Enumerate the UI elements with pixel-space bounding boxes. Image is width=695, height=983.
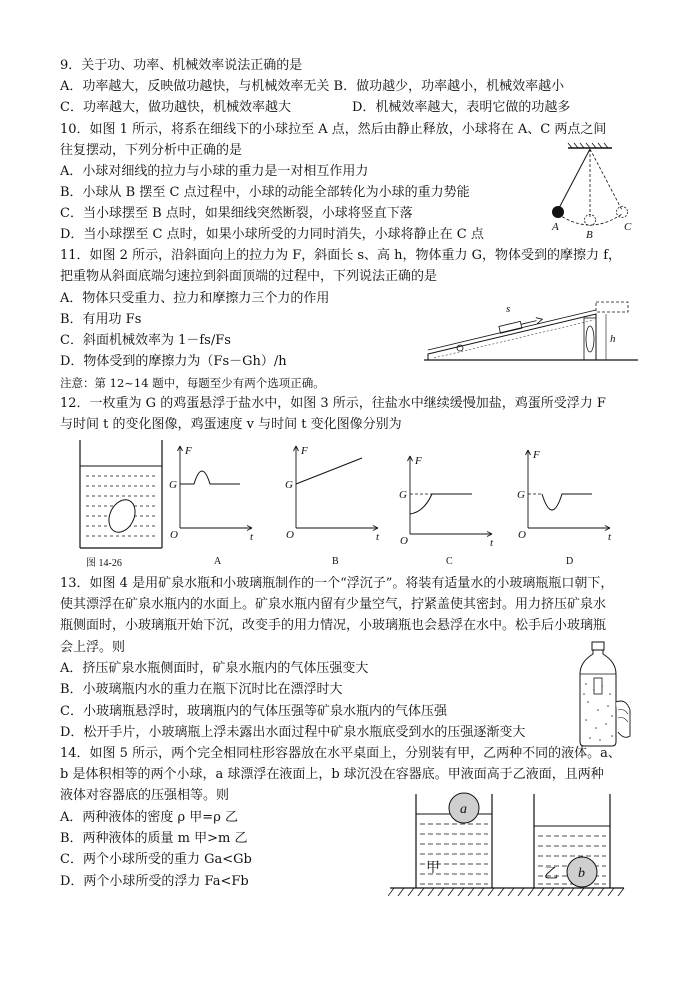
graph-c-y-axis: F — [415, 455, 422, 467]
label-height-h: h — [610, 333, 616, 345]
q11-stem-line1: 11．如图 2 所示，沿斜面向上的拉力为 F，斜面长 s、高 h，物体重力 G，物体受到的摩擦力 f， — [60, 248, 622, 263]
graph-d-y-axis: F — [533, 449, 540, 461]
q13-stem-line2: 使其漂浮在矿泉水瓶内的水面上。矿泉水瓶内留有少量空气，拧紧盖使其密封。用力挤压矿泉水 — [60, 597, 607, 612]
graph-a-option: A — [214, 556, 222, 567]
q11-stem-line2: 把重物从斜面底端匀速拉到斜面顶端的过程中，下列说法正确的是 — [60, 269, 438, 284]
q14-option-a: A．两种液体的密度 ρ 甲=ρ 乙 — [60, 810, 238, 825]
q13-option-d: D．松开手片，小玻璃瓶上浮未露出水面过程中矿泉水瓶底受到水的压强逐渐变大 — [60, 725, 526, 740]
graph-a-origin: O — [170, 529, 178, 541]
graph-a-x-axis: t — [250, 531, 254, 543]
q12-stem-line2: 与时间 t 的变化图像，鸡蛋速度 v 与时间 t 变化图像分别为 — [60, 417, 402, 432]
q10-stem-line2: 往复摆动，下列分析中正确的是 — [60, 143, 243, 158]
q14-option-c: C．两个小球所受的重力 Ga<Gb — [60, 852, 252, 867]
q10-option-b: B．小球从 B 摆至 C 点过程中，小球的动能全部转化为小球的重力势能 — [60, 185, 470, 200]
q9-options-ab: A．功率越大，反映做功越快，与机械效率无关 B．做功越少，功率越小，机械效率越小 — [60, 79, 565, 94]
q13-option-c: C．小玻璃瓶悬浮时，玻璃瓶内的气体压强等矿泉水瓶内的气体压强 — [60, 704, 447, 719]
graph-a — [169, 445, 254, 567]
ball-b-label: b — [578, 866, 585, 881]
egg — [104, 496, 140, 537]
graph-b — [285, 445, 380, 567]
q14-option-d: D．两个小球所受的浮力 Fa<Fb — [60, 874, 249, 889]
liquid-jia-label: 甲 — [426, 861, 440, 876]
q12-stem-line1: 12．一枚重为 G 的鸡蛋悬浮于盐水中，如图 3 所示，往盐水中继续缓慢加盐，鸡蛋所受浮力 F — [60, 396, 606, 411]
q10-option-d: D．当小球摆至 C 点时，如果小球所受的力同时消失，小球将静止在 C 点 — [60, 227, 484, 242]
graph-d-x-axis: t — [608, 531, 612, 543]
graph-d — [517, 449, 612, 567]
container-yi — [534, 794, 610, 888]
q13-stem-line1: 13．如图 4 是用矿泉水瓶和小玻璃瓶制作的一个“浮沉子”。将装有适量水的小玻璃瓶瓶口朝下， — [60, 576, 614, 591]
small-glass-vial — [594, 678, 602, 694]
cartesian-diver-figure — [572, 640, 632, 748]
incline-figure — [420, 298, 640, 368]
graph-b-x-axis: t — [376, 531, 380, 543]
graph-b-g-label: G — [285, 479, 293, 491]
graph-c-origin: O — [400, 535, 408, 547]
q11-option-a: A．物体只受重力、拉力和摩擦力三个力的作用 — [60, 291, 330, 306]
graph-b-option: B — [332, 556, 339, 567]
label-length-s: s — [506, 303, 511, 315]
q13-option-a: A．挤压矿泉水瓶侧面时，矿泉水瓶内的气体压强变大 — [60, 661, 369, 676]
label-point-b: B — [586, 229, 593, 240]
q14-stem-line2: b 是体积相等的两个小球，a 球漂浮在液面上，b 球沉没在容器底。甲液面高于乙液面，且两种 — [60, 767, 604, 782]
q14-stem-line3: 液体对容器底的压强相等。则 — [60, 788, 230, 803]
graph-c-g-label: G — [399, 489, 407, 501]
graph-c-x-axis: t — [490, 537, 494, 549]
label-point-a: A — [552, 221, 559, 233]
graph-c — [399, 455, 494, 567]
q13-option-b: B．小玻璃瓶内水的重力在瓶下沉时比在漂浮时大 — [60, 682, 343, 697]
q13-stem-line4: 会上浮。则 — [60, 640, 126, 655]
q13-stem-line3: 瓶侧面时，小玻璃瓶开始下沉，改变手的用力情况，小玻璃瓶也会悬浮在水中。松手后小玻璃瓶 — [60, 618, 607, 633]
multi-answer-note: 注意：第 12~14 题中，每题至少有两个选项正确。 — [60, 376, 325, 390]
q11-option-c: C．斜面机械效率为 1－fs/Fs — [60, 333, 231, 348]
graph-d-g-label: G — [517, 489, 525, 501]
graph-d-option: D — [566, 556, 574, 567]
pendulum-figure — [540, 140, 640, 240]
container-jia — [416, 793, 492, 888]
graph-a-g-label: G — [169, 479, 177, 491]
graph-a-y-axis: F — [185, 445, 192, 457]
ball-a-label: a — [460, 802, 467, 817]
q14-option-b: B．两种液体的质量 m 甲>m 乙 — [60, 831, 248, 846]
label-point-c: C — [624, 221, 632, 233]
hand-squeezing — [616, 701, 630, 737]
q10-stem-line1: 10．如图 1 所示，将系在细线下的小球拉至 A 点，然后由静止释放，小球将在 A、C 两点之间 — [60, 122, 607, 137]
q10-option-a: A．小球对细线的拉力与小球的重力是一对相互作用力 — [60, 164, 369, 179]
q11-option-b: B．有用功 Fs — [60, 312, 142, 327]
q9-option-c: C．功率越大，做功越快，机械效率越大 — [60, 100, 291, 115]
q14-stem-line1: 14．如图 5 所示，两个完全相同柱形容器放在水平桌面上，分别装有甲，乙两种不同的液体。a、 — [60, 746, 621, 761]
q9-option-d: D．机械效率越大，表明它做的功越多 — [352, 100, 571, 115]
salt-water-beaker — [80, 440, 162, 548]
q9-stem: 9．关于功、功率、机械效率说法正确的是 — [60, 58, 303, 73]
pendulum-ball — [552, 206, 564, 218]
graph-b-origin: O — [286, 529, 294, 541]
q12-figures — [70, 436, 630, 571]
two-containers-figure — [388, 790, 628, 906]
beaker-caption: 图 14-26 — [86, 558, 122, 569]
graph-b-y-axis: F — [301, 445, 308, 457]
q11-option-d: D．物体受到的摩擦力为（Fs－Gh）/h — [60, 354, 287, 369]
graph-c-option: C — [446, 556, 453, 567]
liquid-yi-label: 乙 — [544, 867, 558, 882]
q10-option-c: C．当小球摆至 B 点时，如果细线突然断裂，小球将竖直下落 — [60, 206, 413, 221]
graph-d-origin: O — [518, 529, 526, 541]
